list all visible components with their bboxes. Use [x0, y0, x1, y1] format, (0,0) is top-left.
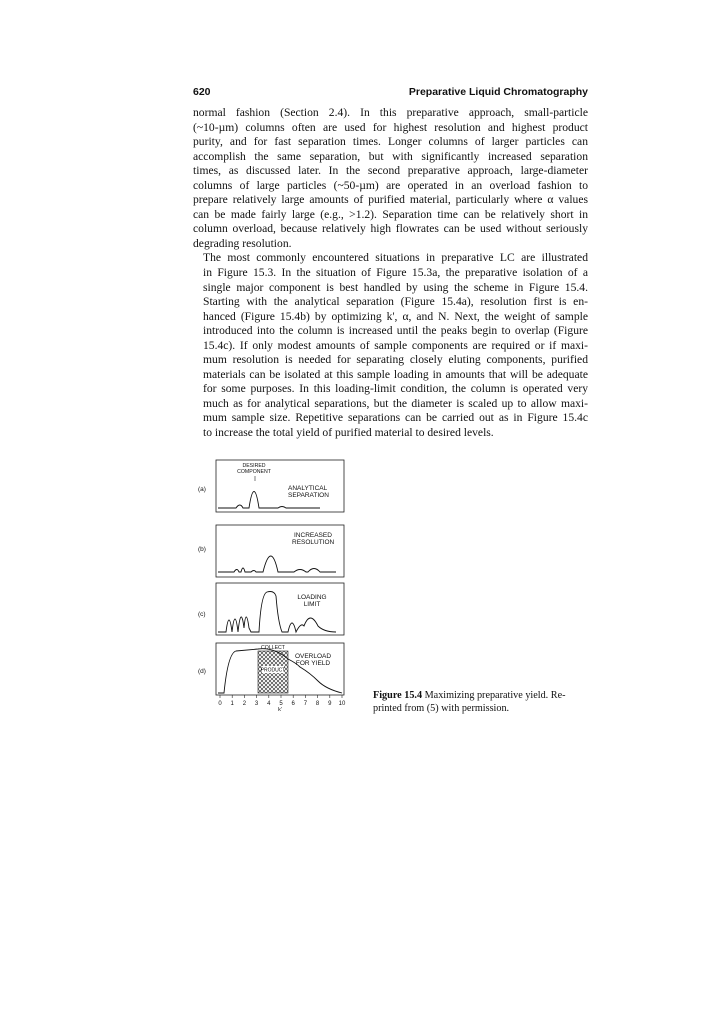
text-line: hanced (Figure 15.4b) by optimizing k', α, and N. Next, the weight of sample [203, 309, 588, 323]
axis-tick-label: 3 [254, 701, 259, 707]
panel-c-label: LIMIT [303, 601, 321, 608]
paragraph-2 [193, 251, 588, 440]
caption-text-1: Maximizing preparative yield. Re- [424, 690, 566, 701]
paragraph-1 [193, 106, 588, 251]
text-line: normal fashion (Section 2.4). In this preparative approach, small-particle [193, 106, 588, 119]
figure-15-4 [196, 455, 356, 720]
caption-title: Figure 15.4 [373, 690, 423, 701]
collect-label: COLLECT [261, 645, 285, 651]
running-title: Preparative Liquid Chromatography [408, 86, 588, 98]
text-line: 15.4c). If only modest amounts of sample components are required or if maxi- [203, 338, 588, 352]
axis-tick-label: 0 [218, 701, 222, 707]
axis-tick-label: 2 [242, 701, 247, 707]
panel-c-letter: (c) [198, 611, 206, 618]
axis-tick-label: 10 [338, 701, 346, 707]
text-line: column overload, because relatively high flowrates can be used without seriously [193, 222, 588, 236]
panel-a-label: SEPARATION [288, 492, 329, 499]
text-line: single major component is best handled by using the scheme in Figure 15.4. [203, 280, 588, 294]
panel-a-toplabel: COMPONENT [237, 469, 271, 475]
text-line: introduced into the column is increased until the peaks begin to overlap (Figure [203, 324, 588, 338]
page-number: 620 [193, 86, 211, 98]
text-line: columns of large particles (~50-µm) are operated in an overload fashion to [193, 178, 588, 192]
axis-tick-label: 5 [279, 701, 283, 707]
text-line: materials can be isolated at this sample loading in amounts that will be adequate [203, 367, 588, 381]
panel-d-label: OVERLOAD [294, 653, 332, 660]
panel-d-label: FOR YIELD [295, 660, 331, 667]
axis-tick-label: 9 [328, 701, 332, 707]
panel-d-letter: (d) [198, 668, 206, 675]
text-line: in Figure 15.3. In the situation of Figure 15.3a, the preparative isolation of a [203, 266, 588, 280]
text-line: Starting with the analytical separation (Figure 15.4a), resolution first is en- [203, 295, 588, 309]
text-line: can be made fairly large (e.g., >1.2). Separation time can be relatively short in [193, 207, 588, 221]
page-header [193, 86, 588, 102]
panel-b-label: RESOLUTION [292, 539, 335, 546]
axis-tick-label: 1 [230, 701, 234, 707]
panel-a-toplabel: DESIRED [242, 463, 266, 469]
product-label: PRODUCT [260, 667, 286, 674]
panel-a-label: ANALYTICAL [288, 485, 328, 492]
axis-label: k' [278, 707, 282, 713]
text-line: degrading resolution. [193, 236, 292, 250]
text-line: mum resolution is needed for separating closely eluting components, purified [203, 353, 588, 367]
panel-b-label: INCREASED [294, 532, 332, 539]
panel-b-letter: (b) [198, 546, 206, 553]
axis-tick-label: 6 [291, 701, 295, 707]
axis-tick-label: 7 [303, 701, 308, 707]
chromatogram-figure [196, 455, 356, 720]
text-line: much as for analytical separations, but the diameter is scaled up to allow maxi- [203, 396, 588, 410]
figure-caption [373, 690, 598, 715]
text-line: purity, and for fast separation times. Longer columns of larger particles can [193, 135, 588, 149]
text-line: The most commonly encountered situations in preparative LC are illustrated [203, 251, 588, 265]
axis-tick-label: 4 [267, 701, 271, 707]
text-line: mum sample size. Repetitive separations can be carried out as in Figure 15.4c [203, 411, 588, 425]
text-line: accomplish the same separation, but with significantly increased separation [193, 149, 588, 163]
panel-c-label: LOADING [297, 594, 327, 601]
text-line: prepare relatively large amounts of purified material, particularly where α values [193, 193, 588, 207]
axis-tick-label: 8 [315, 701, 320, 707]
caption-text-2: printed from (5) with permission. [373, 702, 510, 714]
text-line: times, as discussed later. In the second preparative approach, large-diameter [193, 164, 588, 178]
text-line: to increase the total yield of purified material to desired levels. [203, 426, 494, 440]
panel-a-letter: (a) [198, 486, 206, 493]
text-line: (~10-µm) columns often are used for highest resolution and highest product [193, 120, 588, 134]
text-line: for some purposes. In this loading-limit condition, the column is operated very [203, 382, 588, 396]
body-text [193, 106, 588, 441]
chromatogram-trace [218, 556, 336, 572]
